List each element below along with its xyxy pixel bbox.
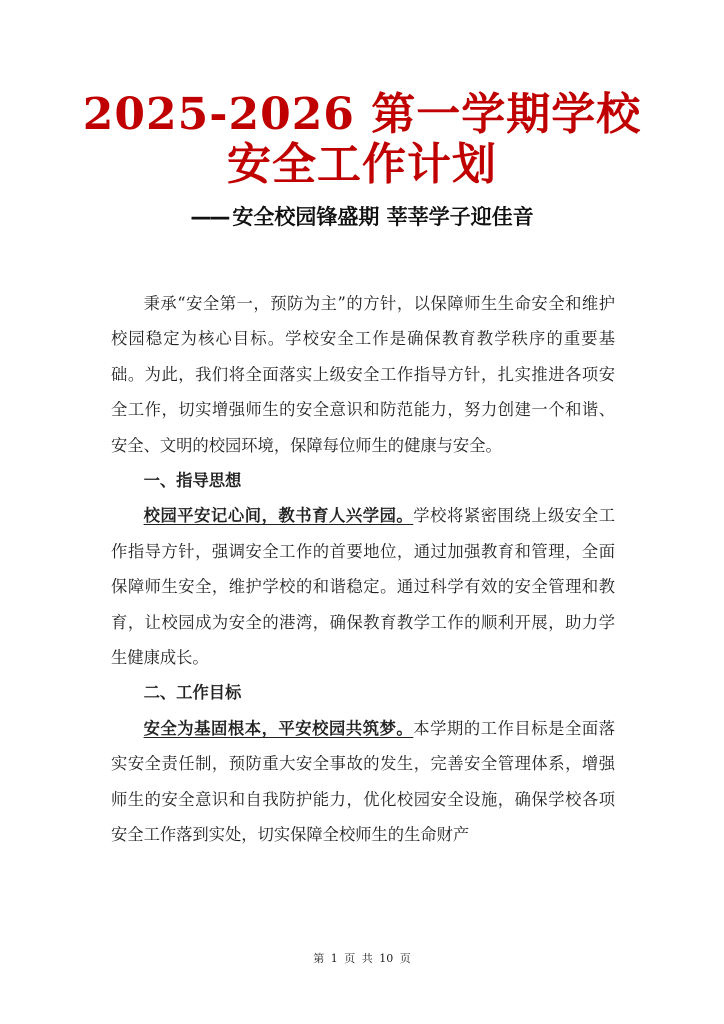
intro-paragraph: 秉承“安全第一，预防为主”的方针，以保障师生生命安全和维护校园稳定为核心目标。学校安全工作是确保教育教学秩序的重要基础。为此，我们将全面落实上级安全工作指导方针，扎实推进各项安全工作，切实增强师生的安全意识和防范能力，努力创建一个和谐、安全、文明的校园环境，保障每位师生的健康与安全。 xyxy=(111,294,615,455)
section-paragraph-guiding-ideology xyxy=(111,498,615,675)
section-lead-guiding-ideology: 校园平安记心间，教书育人兴学园。 xyxy=(143,506,414,526)
section-heading-guiding-ideology: 一、指导思想 xyxy=(143,471,242,491)
document-title-line2: 安全工作计划 xyxy=(227,139,497,190)
document-subtitle xyxy=(0,204,724,230)
subtitle-text: 安全校园锋盛期 莘莘学子迎佳音 xyxy=(232,205,534,229)
section-paragraph-work-goals xyxy=(111,711,615,853)
subtitle-dash: —— xyxy=(190,205,229,229)
section-lead-work-goals: 安全为基固根本，平安校园共筑梦。 xyxy=(143,718,414,738)
section-heading-work-goals: 二、工作目标 xyxy=(143,683,242,703)
section-text-work-goals: 本学期的工作目标是全面落实安全责任制，预防重大安全事故的发生，完善安全管理体系，增强师生的安全意识和自我防护能力，优化校园安全设施，确保学校各项安全工作落到实处，切实保障全校师生的生命财产 xyxy=(111,718,615,845)
section-text-guiding-ideology: 学校将紧密围绕上级安全工作指导方针，强调安全工作的首要地位，通过加强教育和管理，全面保障师生安全，维护学校的和谐稳定。通过科学有效的安全管理和教育，让校园成为安全的港湾，确保教育教学工作的顺利开展，助力学生健康成长。 xyxy=(111,506,615,668)
document-body xyxy=(111,286,615,853)
page-footer: 第 1 页 共 10 页 xyxy=(313,952,411,965)
document-title-line1: 2025-2026 第一学期学校 xyxy=(82,89,642,140)
